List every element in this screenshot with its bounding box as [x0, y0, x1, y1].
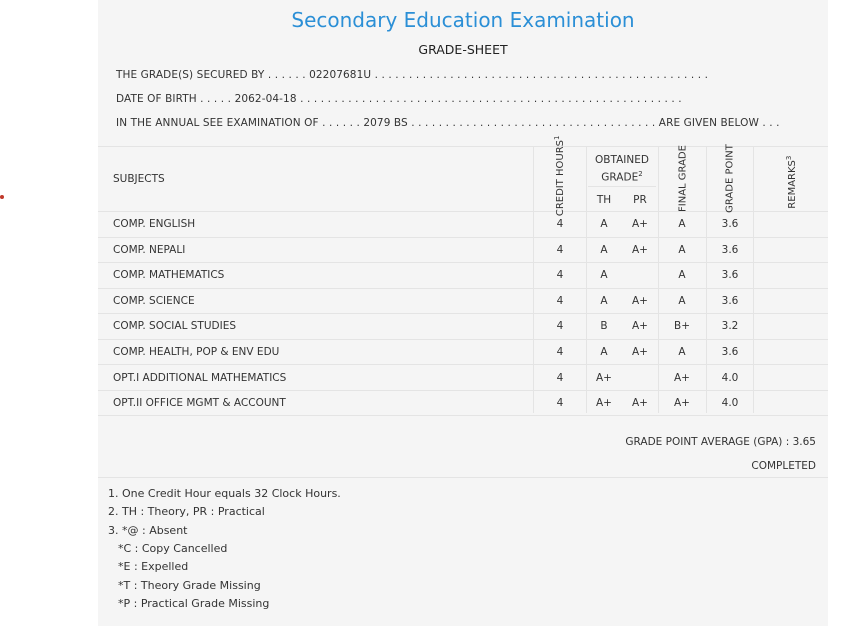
subject-cell: COMP. SOCIAL STUDIES	[113, 320, 237, 333]
grade-point-cell: 4.0	[721, 397, 739, 410]
header-th: TH	[596, 194, 612, 206]
practical-grade-cell: A+	[632, 243, 648, 256]
symbol-number: 02207681U	[309, 69, 372, 81]
theory-grade-cell: A	[600, 346, 608, 358]
exam-line	[116, 117, 780, 129]
table-rule	[98, 390, 828, 391]
header-subjects: SUBJECTS	[113, 173, 165, 185]
credit-cell: 4	[556, 269, 564, 282]
section-divider	[98, 477, 828, 478]
theory-grade-cell: A+	[596, 397, 612, 410]
table-rule	[98, 288, 828, 289]
subject-cell: OPT.II OFFICE MGMT & ACCOUNT	[113, 397, 286, 410]
footnote-copy-cancelled: *C : Copy Cancelled	[118, 542, 228, 555]
footnote-2: 2. TH : Theory, PR : Practical	[108, 505, 265, 518]
practical-grade-cell: A+	[632, 294, 648, 307]
completion-status: COMPLETED	[751, 460, 816, 472]
secured-by-line	[116, 69, 708, 81]
dob-dots: . . . . . . . . . . . . . . . . . . . . . . . . . . . . . . . . . . . . . . . . . . . . . . . . . . . . . . . .	[300, 93, 682, 105]
footnote-theory-missing: *T : Theory Grade Missing	[118, 579, 261, 592]
header-remarks-label: REMARKS	[787, 160, 799, 209]
final-grade-cell: A	[678, 294, 686, 307]
subject-cell: COMP. ENGLISH	[113, 218, 196, 230]
grade-point-cell: 3.2	[721, 320, 739, 333]
table-rule	[98, 262, 828, 263]
practical-grade-cell: A+	[632, 346, 648, 358]
grade-point-cell: 3.6	[721, 346, 739, 358]
credit-cell: 4	[556, 397, 564, 410]
table-column-rule	[753, 147, 754, 413]
practical-grade-cell: A+	[632, 218, 648, 230]
theory-grade-cell: A	[600, 269, 608, 282]
footnote-expelled: *E : Expelled	[118, 560, 189, 573]
red-dot-marker	[0, 195, 4, 199]
page-title: Secondary Education Examination	[291, 8, 635, 32]
subject-cell: COMP. MATHEMATICS	[113, 269, 225, 282]
table-rule	[98, 415, 828, 416]
credit-cell: 4	[556, 243, 564, 256]
final-grade-cell: A	[678, 269, 686, 282]
theory-grade-cell: A	[600, 218, 608, 230]
practical-grade-cell: A+	[632, 320, 648, 333]
subject-cell: COMP. SCIENCE	[113, 294, 195, 307]
practical-grade-cell: A+	[632, 397, 648, 410]
table-column-rule	[533, 147, 534, 413]
header-obtained-line2	[588, 167, 656, 185]
table-rule	[588, 186, 656, 187]
dob-label: DATE OF BIRTH . . . . .	[116, 93, 232, 105]
footnote-3: 3. *@ : Absent	[108, 524, 188, 537]
final-grade-cell: A+	[674, 397, 690, 410]
footnote-practical-missing: *P : Practical Grade Missing	[118, 597, 270, 610]
grade-point-cell: 4.0	[721, 371, 739, 384]
header-grade-point: GRADE POINT	[724, 144, 736, 213]
secured-by-label: THE GRADE(S) SECURED BY . . . . . .	[116, 69, 306, 81]
table-column-rule	[586, 147, 587, 413]
header-obtained-line1: OBTAINED	[595, 154, 649, 166]
exam-dots: . . . . . . . . . . . . . . . . . . . . . . . . . . . . . . . . . . . .	[411, 117, 656, 129]
gpa-summary: GRADE POINT AVERAGE (GPA) : 3.65	[625, 436, 816, 448]
grade-sheet-heading: GRADE-SHEET	[418, 42, 508, 57]
final-grade-cell: A+	[674, 371, 690, 384]
table-rule	[98, 211, 828, 212]
dob-value: 2062-04-18	[234, 93, 297, 105]
theory-grade-cell: A+	[596, 371, 612, 384]
final-grade-cell: A	[678, 243, 686, 256]
table-rule	[98, 237, 828, 238]
credit-cell: 4	[556, 320, 564, 333]
footnote-1: 1. One Credit Hour equals 32 Clock Hours.	[108, 487, 341, 500]
header-remarks-sup: 3	[784, 155, 793, 161]
subject-cell: OPT.I ADDITIONAL MATHEMATICS	[113, 371, 287, 384]
exam-label: IN THE ANNUAL SEE EXAMINATION OF . . . . . .	[116, 117, 360, 129]
credit-cell: 4	[556, 371, 564, 384]
header-credit-hours-label: CREDIT HOURS	[555, 139, 567, 217]
final-grade-cell: A	[678, 218, 686, 230]
table-rule	[98, 339, 828, 340]
table-column-rule	[658, 147, 659, 413]
table-rule	[98, 146, 828, 147]
header-remarks	[784, 146, 798, 218]
theory-grade-cell: A	[600, 243, 608, 256]
exam-year: 2079 BS	[363, 117, 408, 129]
final-grade-cell: A	[678, 346, 686, 358]
header-obtained-label: GRADE	[601, 171, 639, 184]
credit-cell: 4	[556, 294, 564, 307]
theory-grade-cell: B	[600, 320, 608, 333]
header-obtained-grade	[588, 153, 656, 185]
exam-suffix: ARE GIVEN BELOW . . .	[658, 117, 780, 129]
header-credit-sup: 1	[552, 135, 561, 140]
header-final-grade: FINAL GRADE	[677, 145, 689, 212]
grade-point-cell: 3.6	[721, 243, 739, 256]
credit-cell: 4	[556, 218, 564, 230]
credit-cell: 4	[556, 346, 564, 358]
grade-sheet	[98, 0, 828, 626]
final-grade-cell: B+	[673, 320, 690, 333]
subject-cell: COMP. HEALTH, POP & ENV EDU	[113, 346, 280, 358]
table-rule	[98, 364, 828, 365]
grade-point-cell: 3.6	[721, 269, 739, 282]
grade-point-cell: 3.6	[721, 218, 739, 230]
theory-grade-cell: A	[600, 294, 608, 307]
header-obtained-sup: 2	[638, 170, 643, 178]
secured-by-dots: . . . . . . . . . . . . . . . . . . . . . . . . . . . . . . . . . . . . . . . . . . . . . . . . .	[374, 69, 709, 81]
header-credit-hours	[552, 135, 567, 217]
subject-cell: COMP. NEPALI	[113, 243, 186, 256]
grade-point-cell: 3.6	[721, 294, 739, 307]
table-column-rule	[706, 147, 707, 413]
header-pr: PR	[633, 194, 647, 206]
dob-line	[116, 93, 682, 105]
table-rule	[98, 313, 828, 314]
